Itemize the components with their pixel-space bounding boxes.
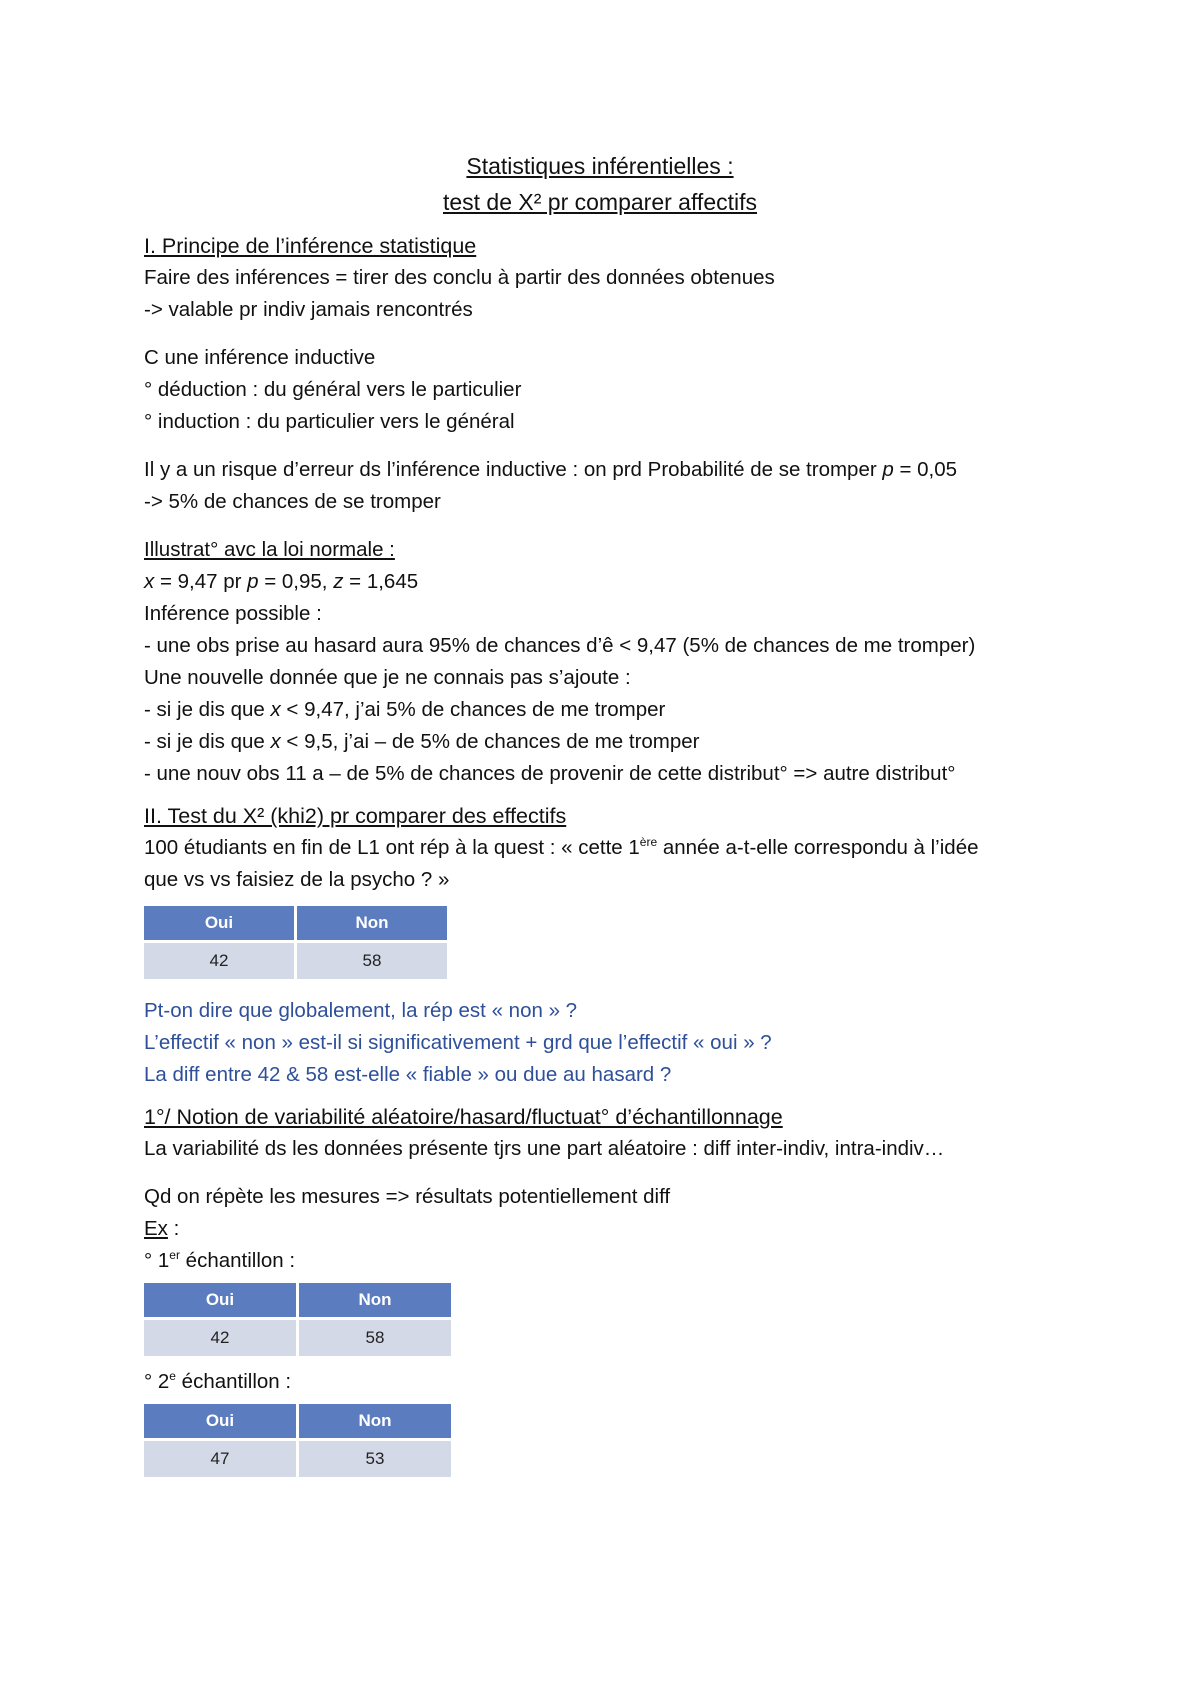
question-blue: L’effectif « non » est-il si significativement + grd que l’effectif « oui » ?	[144, 1031, 772, 1054]
table-cell-non: 58	[297, 943, 447, 979]
table-header-non: Non	[299, 1404, 451, 1441]
paragraph: - si je dis que x < 9,5, j’ai – de 5% de chances de me tromper	[144, 730, 700, 753]
paragraph: Faire des inférences = tirer des conclu à partir des données obtenues	[144, 266, 775, 289]
paragraph: Qd on répète les mesures => résultats potentiellement diff	[144, 1185, 671, 1208]
table-header-non: Non	[297, 906, 447, 943]
paragraph: Il y a un risque d’erreur ds l’inférence inductive : on prd Probabilité de se tromper p = 0,05	[144, 458, 958, 481]
title-line-1: Statistiques inférentielles :	[466, 153, 734, 179]
table-cell-oui: 42	[144, 1320, 296, 1356]
paragraph: -> 5% de chances de se tromper	[144, 490, 441, 513]
table-header-non: Non	[299, 1283, 451, 1320]
paragraph: C une inférence inductive	[144, 346, 376, 369]
paragraph: - une obs prise au hasard aura 95% de chances d’ê < 9,47 (5% de chances de me tromper)	[144, 634, 976, 657]
table-echantillon-2	[141, 1404, 454, 1477]
question-blue: Pt-on dire que globalement, la rép est « non » ?	[144, 999, 578, 1022]
paragraph: La variabilité ds les données présente tjrs une part aléatoire : diff inter-indiv, intra-indiv…	[144, 1137, 945, 1160]
table-header-oui: Oui	[144, 1404, 296, 1441]
table-effectifs-1	[141, 906, 450, 979]
sample-1-label: ° 1er échantillon :	[144, 1248, 296, 1272]
paragraph: -> valable pr indiv jamais rencontrés	[144, 298, 473, 321]
paragraph: 100 étudiants en fin de L1 ont rép à la quest : « cette 1ère année a-t-elle correspondu à l’idée	[144, 835, 979, 859]
section-2-heading: II. Test du X² (khi2) pr comparer des effectifs	[144, 804, 567, 828]
paragraph: - si je dis que x < 9,47, j’ai 5% de chances de me tromper	[144, 698, 666, 721]
table-cell-oui: 42	[144, 943, 294, 979]
page-title	[0, 148, 1200, 220]
document-content	[144, 148, 1084, 1493]
table-cell-oui: 47	[144, 1441, 296, 1477]
paragraph: Inférence possible :	[144, 602, 322, 625]
paragraph: ° déduction : du général vers le particulier	[144, 378, 522, 401]
example-label: Ex :	[144, 1217, 180, 1240]
paragraph: Une nouvelle donnée que je ne connais pas s’ajoute :	[144, 666, 631, 689]
question-blue: La diff entre 42 & 58 est-elle « fiable » ou due au hasard ?	[144, 1063, 672, 1086]
table-cell-non: 58	[299, 1320, 451, 1356]
illustration-heading: Illustrat° avc la loi normale :	[144, 538, 395, 561]
table-header-oui: Oui	[144, 1283, 296, 1320]
paragraph: que vs vs faisiez de la psycho ? »	[144, 868, 450, 891]
table-cell-non: 53	[299, 1441, 451, 1477]
section-1-heading: I. Principe de l’inférence statistique	[144, 234, 477, 258]
title-line-2: test de X² pr comparer affectifs	[442, 189, 758, 215]
sample-2-label: ° 2e échantillon :	[144, 1369, 292, 1393]
paragraph: - une nouv obs 11 a – de 5% de chances de provenir de cette distribut° => autre distribut°	[144, 762, 956, 785]
section-3-heading: 1°/ Notion de variabilité aléatoire/hasard/fluctuat° d’échantillonnage	[144, 1105, 783, 1129]
table-echantillon-1	[141, 1283, 454, 1356]
table-header-oui: Oui	[144, 906, 294, 943]
paragraph: ° induction : du particulier vers le général	[144, 410, 515, 433]
formula-line: x = 9,47 pr p = 0,95, z = 1,645	[144, 570, 419, 593]
